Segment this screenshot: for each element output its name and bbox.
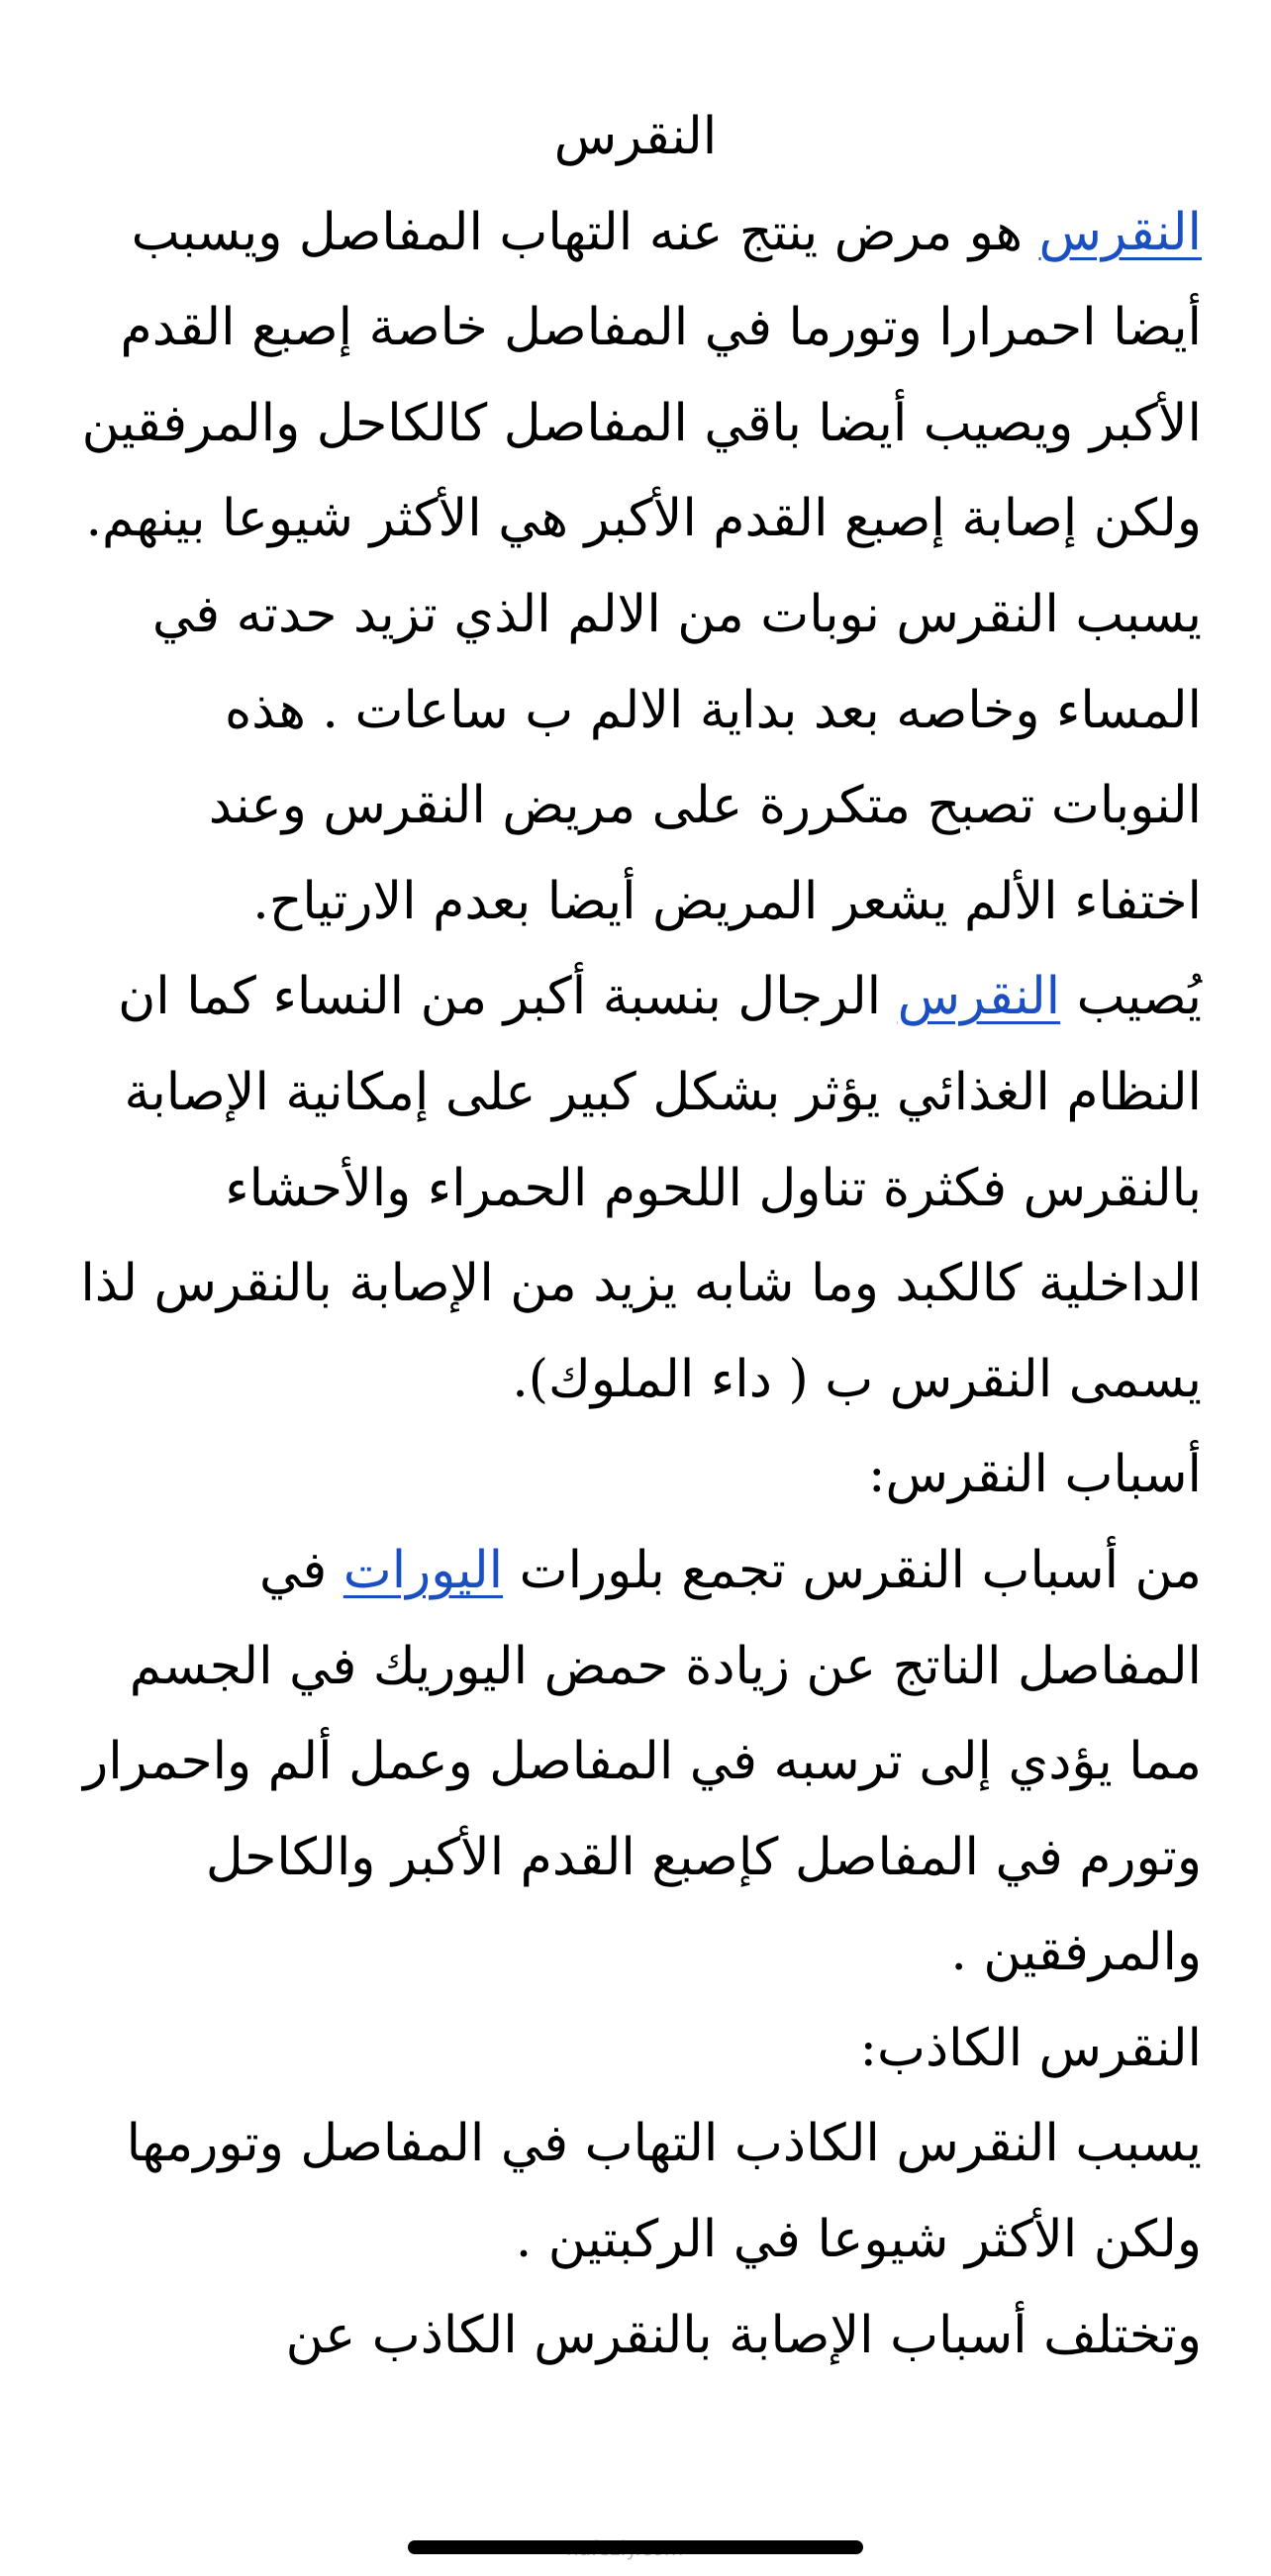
paragraph-definition [69, 185, 1202, 567]
paragraph-pseudogout-causes: وتختلف أسباب الإصابة بالنقرس الكاذب عن [285, 2305, 1202, 2365]
paragraph-causes-end: في المفاصل الناتج عن زيادة حمض اليوريك في الجسم مما يؤدي إلى ترسبه في المفاصل وعمل ألم واحمرار وتورم في المفاصل كإصبع القدم الأكبر والكاحل والمرفقين . [83, 1540, 1202, 1983]
article-title: النقرس [553, 107, 718, 166]
paragraph-attacks: يسبب النقرس نوبات من الالم الذي تزيد حدته في المساء وخاصه بعد بداية الالم ب ساعات . هذه النوبات تصبح متكررة على مريض النقرس وعند اختفاء الألم يشعر المريض أيضا بعدم الارتياح. [151, 584, 1202, 931]
paragraph-pseudogout: يسبب النقرس الكاذب التهاب في المفاصل وتورمها ولكن الأكثر شيوعا في الركبتين . [126, 2114, 1202, 2270]
paragraph-men [69, 949, 1202, 1427]
gout-link[interactable]: النقرس [1038, 202, 1202, 262]
paragraph-causes [69, 1523, 1202, 2001]
heading-causes: أسباب النقرس: [867, 1445, 1202, 1505]
urate-link[interactable]: اليورات [342, 1540, 504, 1600]
article [69, 89, 1202, 2383]
paragraph-definition-text: هو مرض ينتج عنه التهاب المفاصل ويسبب أيضا احمرارا وتورما في المفاصل خاصة إصبع القدم الأكبر ويصيب أيضا باقي المفاصل كالكاحل والمرفقين ولكن إصابة إصبع القدم الأكبر هي الأكثر شيوعا بينهم. [81, 202, 1202, 549]
paragraph-men-start: يُصيب [1060, 967, 1202, 1027]
home-indicator[interactable] [408, 2540, 863, 2554]
heading-pseudogout: النقرس الكاذب: [859, 2018, 1202, 2078]
paragraph-men-end: الرجال بنسبة أكبر من النساء كما ان النظام الغذائي يؤثر بشكل كبير على إمكانية الإصابة بالنقرس فكثرة تناول اللحوم الحمراء والأحشاء الداخلية كالكبد وما شابه يزيد من الإصابة بالنقرس لذا يسمى النقرس ب ( داء الملوك). [80, 967, 1202, 1409]
gout-link-2[interactable]: النقرس [897, 967, 1061, 1027]
paragraph-causes-start: من أسباب النقرس تجمع بلورات [503, 1540, 1202, 1600]
